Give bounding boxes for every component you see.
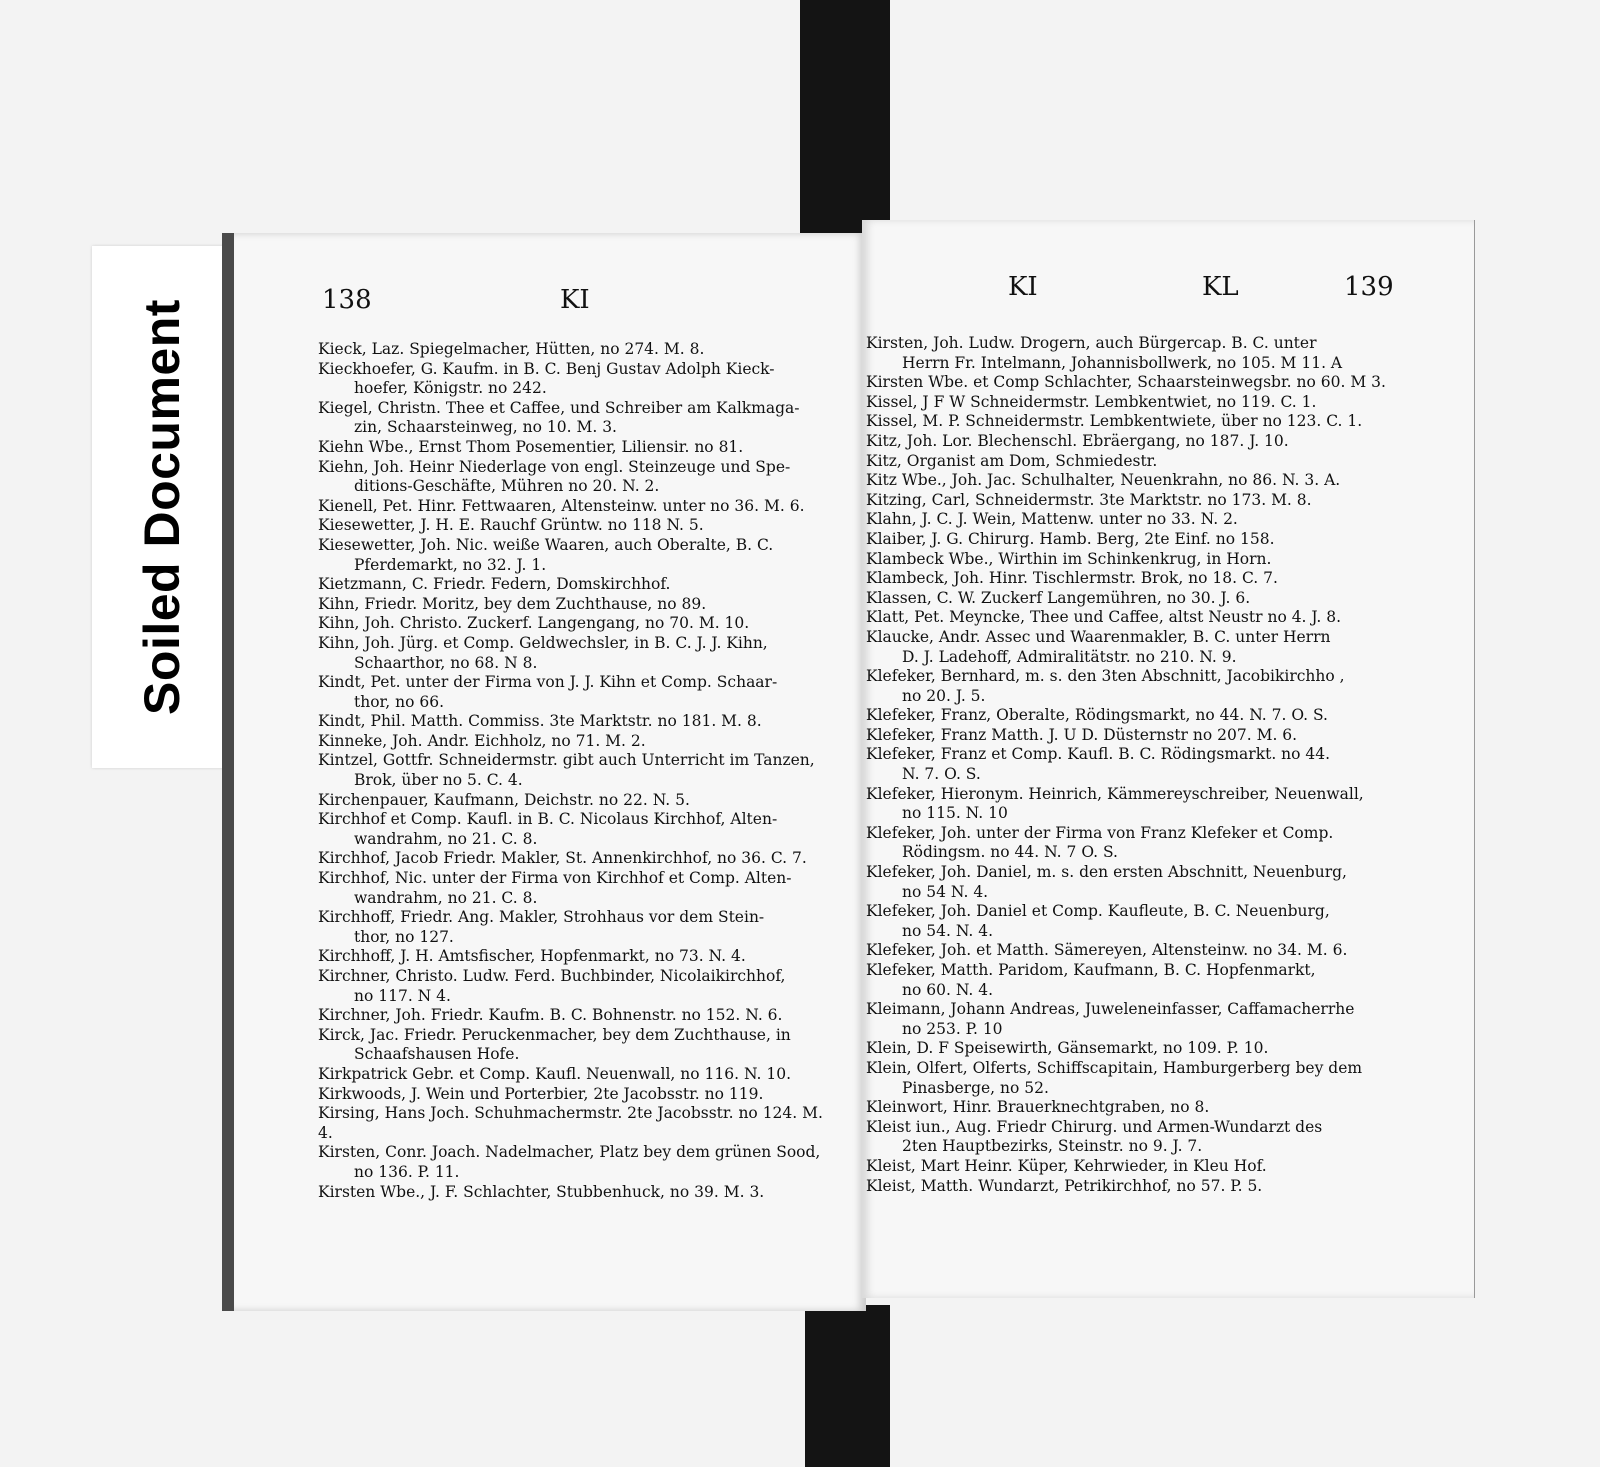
directory-entry xyxy=(866,667,1406,706)
right-page-number: 139 xyxy=(1344,272,1394,302)
entry-line: Kitz, Organist am Dom, Schmiedestr. xyxy=(866,451,1158,470)
directory-entry xyxy=(866,530,1406,550)
directory-entry xyxy=(318,340,838,360)
entry-continuation: zin, Schaarsteinweg, no 10. M. 3. xyxy=(354,418,617,437)
entry-line: Kissel, M. P. Schneidermstr. Lembkentwiete, über no 123. C. 1. xyxy=(866,412,1363,431)
entry-continuation: no 115. N. 10 xyxy=(902,804,1008,823)
entry-line: Kinneke, Joh. Andr. Eichholz, no 71. M. 2. xyxy=(318,731,646,750)
entry-line: Klefeker, Franz, Oberalte, Rödingsmarkt, no 44. N. 7. O. S. xyxy=(866,706,1328,725)
directory-entry xyxy=(318,399,838,438)
entry-line: Kirkpatrick Gebr. et Comp. Kaufl. Neuenwall, no 116. N. 10. xyxy=(318,1064,792,1083)
directory-entry xyxy=(866,1177,1406,1197)
directory-entry xyxy=(318,712,838,732)
entry-continuation: Schaafshausen Hofe. xyxy=(354,1045,520,1064)
directory-entry xyxy=(318,849,838,869)
left-entries-list xyxy=(318,340,838,1202)
entry-continuation: Pferdemarkt, no 32. J. 1. xyxy=(354,555,547,574)
directory-entry xyxy=(866,1059,1406,1098)
directory-entry xyxy=(866,432,1406,452)
directory-entry xyxy=(318,1026,838,1065)
directory-entry xyxy=(318,869,838,908)
directory-entry xyxy=(318,751,838,790)
directory-entry xyxy=(866,491,1406,511)
directory-entry xyxy=(318,458,838,497)
binding-spine-top xyxy=(800,0,890,240)
directory-entry xyxy=(318,810,838,849)
directory-entry xyxy=(318,595,838,615)
entry-line: Kihn, Joh. Jürg. et Comp. Geldwechsler, in B. C. J. J. Kihn, xyxy=(318,633,768,652)
entry-continuation: Rödingsm. no 44. N. 7 O. S. xyxy=(902,843,1118,862)
directory-entry xyxy=(318,575,838,595)
entry-continuation: 2ten Hauptbezirks, Steinstr. no 9. J. 7. xyxy=(902,1137,1203,1156)
entry-line: Kleist, Matth. Wundarzt, Petrikirchhof, no 57. P. 5. xyxy=(866,1176,1263,1195)
directory-entry xyxy=(866,334,1406,373)
directory-entry xyxy=(866,569,1406,589)
entry-line: Kiehn, Joh. Heinr Niederlage von engl. Steinzeuge und Spe- xyxy=(318,457,791,476)
directory-entry xyxy=(866,589,1406,609)
directory-entry xyxy=(866,393,1406,413)
entry-continuation: N. 7. O. S. xyxy=(902,765,981,784)
entry-continuation: no 54 N. 4. xyxy=(902,882,989,901)
directory-entry xyxy=(318,673,838,712)
entry-line: Klassen, C. W. Zuckerf Langemühren, no 30. J. 6. xyxy=(866,588,1251,607)
entry-continuation: thor, no 127. xyxy=(354,927,454,946)
entry-continuation: wandrahm, no 21. C. 8. xyxy=(354,888,538,907)
right-page-header-left: KI xyxy=(1008,272,1038,302)
entry-line: Kitzing, Carl, Schneidermstr. 3te Marktstr. no 173. M. 8. xyxy=(866,490,1312,509)
entry-line: Klahn, J. C. J. Wein, Mattenw. unter no 33. N. 2. xyxy=(866,510,1238,529)
entry-line: Kirchhof, Jacob Friedr. Makler, St. Annenkirchhof, no 36. C. 7. xyxy=(318,849,807,868)
entry-line: Kitz, Joh. Lor. Blechenschl. Ebräergang, no 187. J. 10. xyxy=(866,431,1289,450)
entry-line: Kirsten Wbe., J. F. Schlachter, Stubbenhuck, no 39. M. 3. xyxy=(318,1182,765,1201)
entry-line: Kirsten, Conr. Joach. Nadelmacher, Platz bey dem grünen Sood, xyxy=(318,1143,821,1162)
entry-line: Kirchenpauer, Kaufmann, Deichstr. no 22. N. 5. xyxy=(318,790,690,809)
entry-line: Kirchner, Joh. Friedr. Kaufm. B. C. Bohnenstr. no 152. N. 6. xyxy=(318,1006,783,1025)
entry-continuation: no 253. P. 10 xyxy=(902,1019,1003,1038)
entry-line: Klaucke, Andr. Assec und Waarenmakler, B. C. unter Herrn xyxy=(866,627,1331,646)
binding-spine-bottom xyxy=(805,1305,890,1467)
directory-entry xyxy=(318,516,838,536)
entry-line: Kirchner, Christo. Ludw. Ferd. Buchbinder, Nicolaikirchhof, xyxy=(318,967,786,985)
entry-line: Klefeker, Bernhard, m. s. den 3ten Abschnitt, Jacobikirchho , xyxy=(866,667,1345,686)
right-page xyxy=(862,220,1475,1298)
entry-continuation: no 136. P. 11. xyxy=(354,1162,460,1181)
entry-continuation: no 54. N. 4. xyxy=(902,921,994,940)
directory-entry xyxy=(318,614,838,634)
entry-line: Kietzmann, C. Friedr. Federn, Domskirchhof. xyxy=(318,575,671,594)
directory-entry xyxy=(866,452,1406,472)
directory-entry xyxy=(318,1085,838,1105)
entry-line: Kitz Wbe., Joh. Jac. Schulhalter, Neuenkrahn, no 86. N. 3. A. xyxy=(866,471,1341,490)
directory-entry xyxy=(866,628,1406,667)
entry-line: Klefeker, Joh. Daniel et Comp. Kaufleute, B. C. Neuenburg, xyxy=(866,902,1330,921)
entry-line: Kindt, Phil. Matth. Commiss. 3te Marktstr. no 181. M. 8. xyxy=(318,712,762,731)
entry-line: Klein, D. F Speisewirth, Gänsemarkt, no 109. P. 10. xyxy=(866,1039,1269,1058)
directory-entry xyxy=(318,1006,838,1026)
entry-line: Kiesewetter, J. H. E. Rauchf Grüntw. no 118 N. 5. xyxy=(318,516,704,535)
directory-entry xyxy=(866,726,1406,746)
entry-line: Klatt, Pet. Meyncke, Thee und Caffee, altst Neustr no 4. J. 8. xyxy=(866,608,1342,627)
directory-entry xyxy=(866,510,1406,530)
entry-line: Klefeker, Matth. Paridom, Kaufmann, B. C. Hopfenmarkt, xyxy=(866,961,1316,979)
directory-entry xyxy=(866,1157,1406,1177)
directory-entry xyxy=(318,634,838,673)
directory-entry xyxy=(318,1065,838,1085)
entry-line: Kissel, J F W Schneidermstr. Lembkentwiet, no 119. C. 1. xyxy=(866,392,1317,411)
entry-continuation: D. J. Ladehoff, Admiralitätstr. no 210. N. 9. xyxy=(902,647,1237,666)
entry-line: Klefeker, Joh. unter der Firma von Franz Klefeker et Comp. xyxy=(866,823,1334,842)
entry-line: Kieckhoefer, G. Kaufm. in B. C. Benj Gustav Adolph Kieck- xyxy=(318,359,775,378)
directory-entry xyxy=(866,824,1406,863)
entry-line: Kiehn Wbe., Ernst Thom Posementier, Liliensir. no 81. xyxy=(318,437,744,456)
entry-line: Klaiber, J. G. Chirurg. Hamb. Berg, 2te Einf. no 158. xyxy=(866,529,1275,548)
entry-line: Kiesewetter, Joh. Nic. weiße Waaren, auch Oberalte, B. C. xyxy=(318,535,774,554)
directory-entry xyxy=(318,536,838,575)
entry-continuation: no 60. N. 4. xyxy=(902,980,994,999)
directory-entry xyxy=(866,1000,1406,1039)
entry-line: Kirkwoods, J. Wein und Porterbier, 2te Jacobsstr. no 119. xyxy=(318,1084,764,1103)
directory-entry xyxy=(866,550,1406,570)
entry-line: Kirchhoff, J. H. Amtsfischer, Hopfenmarkt, no 73. N. 4. xyxy=(318,947,746,966)
directory-entry xyxy=(866,785,1406,824)
entry-line: Kleist, Mart Heinr. Küper, Kehrwieder, in Kleu Hof. xyxy=(866,1156,1267,1175)
directory-entry xyxy=(318,1183,838,1203)
directory-entry xyxy=(318,360,838,399)
directory-entry xyxy=(318,908,838,947)
entry-line: Klefeker, Franz Matth. J. U D. Düsternstr no 207. M. 6. xyxy=(866,725,1298,744)
directory-entry xyxy=(866,863,1406,902)
entry-continuation: Pinasberge, no 52. xyxy=(902,1078,1049,1097)
directory-entry xyxy=(318,791,838,811)
entry-continuation: Brok, über no 5. C. 4. xyxy=(354,771,523,790)
directory-entry xyxy=(866,373,1406,393)
tag-label: Soiled Document xyxy=(134,299,190,715)
directory-entry xyxy=(866,941,1406,961)
entry-line: Kirsing, Hans Joch. Schuhmachermstr. 2te Jacobsstr. no 124. M. 4. xyxy=(318,1104,823,1142)
entry-continuation: wandrahm, no 21. C. 8. xyxy=(354,829,538,848)
entry-continuation: Schaarthor, no 68. N 8. xyxy=(354,653,538,672)
directory-entry xyxy=(318,438,838,458)
directory-entry xyxy=(318,1143,838,1182)
entry-line: Kiegel, Christn. Thee et Caffee, und Schreiber am Kalkmaga- xyxy=(318,398,800,417)
entry-line: Kihn, Joh. Christo. Zuckerf. Langengang, no 70. M. 10. xyxy=(318,614,750,633)
right-entries-list xyxy=(866,334,1406,1196)
left-page-header: KI xyxy=(560,285,590,315)
entry-line: Klefeker, Franz et Comp. Kaufl. B. C. Rödingsmarkt. no 44. xyxy=(866,745,1331,764)
directory-entry xyxy=(866,745,1406,784)
entry-line: Kienell, Pet. Hinr. Fettwaaren, Altensteinw. unter no 36. M. 6. xyxy=(318,496,805,515)
directory-entry xyxy=(866,1098,1406,1118)
entry-line: Kirsten, Joh. Ludw. Drogern, auch Bürgercap. B. C. unter xyxy=(866,334,1317,352)
entry-line: Klefeker, Joh. Daniel, m. s. den ersten Abschnitt, Neuenburg, xyxy=(866,863,1347,882)
entry-line: Klein, Olfert, Olferts, Schiffscapitain, Hamburgerberg bey dem xyxy=(866,1058,1363,1077)
entry-line: Kleist iun., Aug. Friedr Chirurg. und Armen-Wundarzt des xyxy=(866,1117,1323,1136)
entry-continuation: no 20. J. 5. xyxy=(902,686,986,705)
entry-continuation: Herrn Fr. Intelmann, Johannisbollwerk, no 105. M 11. A xyxy=(902,353,1343,372)
directory-entry xyxy=(866,961,1406,1000)
entry-continuation: hoefer, Königstr. no 242. xyxy=(354,379,547,398)
entry-line: Kirchhof et Comp. Kaufl. in B. C. Nicolaus Kirchhof, Alten- xyxy=(318,810,778,829)
directory-entry xyxy=(318,497,838,517)
right-page-header-right: KL xyxy=(1202,272,1239,302)
entry-line: Kihn, Friedr. Moritz, bey dem Zuchthause, no 89. xyxy=(318,594,707,613)
left-page xyxy=(222,233,866,1311)
entry-line: Kleimann, Johann Andreas, Juweleneinfasser, Caffamacherrhe xyxy=(866,1000,1355,1019)
directory-entry xyxy=(318,967,838,1006)
entry-line: Kirck, Jac. Friedr. Peruckenmacher, bey dem Zuchthause, in xyxy=(318,1025,791,1044)
entry-continuation: no 117. N 4. xyxy=(354,986,451,1005)
entry-line: Kirsten Wbe. et Comp Schlachter, Schaarsteinwegsbr. no 60. M 3. xyxy=(866,373,1386,392)
directory-entry xyxy=(866,706,1406,726)
entry-line: Klambeck Wbe., Wirthin im Schinkenkrug, in Horn. xyxy=(866,549,1272,568)
entry-line: Kieck, Laz. Spiegelmacher, Hütten, no 274. M. 8. xyxy=(318,340,705,358)
soiled-document-tag xyxy=(92,246,232,768)
entry-line: Klambeck, Joh. Hinr. Tischlermstr. Brok, no 18. C. 7. xyxy=(866,569,1278,588)
entry-line: Kindt, Pet. unter der Firma von J. J. Kihn et Comp. Schaar- xyxy=(318,673,778,692)
directory-entry xyxy=(866,1118,1406,1157)
entry-line: Kintzel, Gottfr. Schneidermstr. gibt auch Unterricht im Tanzen, xyxy=(318,751,815,770)
directory-entry xyxy=(318,732,838,752)
left-page-number: 138 xyxy=(322,285,372,315)
directory-entry xyxy=(866,471,1406,491)
entry-line: Kirchhof, Nic. unter der Firma von Kirchhof et Comp. Alten- xyxy=(318,869,792,888)
entry-line: Kirchhoff, Friedr. Ang. Makler, Strohhaus vor dem Stein- xyxy=(318,908,765,927)
directory-entry xyxy=(318,1104,838,1143)
entry-line: Kleinwort, Hinr. Brauerknechtgraben, no 8. xyxy=(866,1098,1210,1117)
directory-entry xyxy=(866,902,1406,941)
entry-line: Klefeker, Joh. et Matth. Sämereyen, Altensteinw. no 34. M. 6. xyxy=(866,941,1348,960)
directory-entry xyxy=(866,412,1406,432)
entry-line: Klefeker, Hieronym. Heinrich, Kämmereyschreiber, Neuenwall, xyxy=(866,784,1364,803)
entry-continuation: ditions-Geschäfte, Mühren no 20. N. 2. xyxy=(354,477,660,496)
directory-entry xyxy=(866,1039,1406,1059)
directory-entry xyxy=(318,947,838,967)
entry-continuation: thor, no 66. xyxy=(354,692,444,711)
directory-entry xyxy=(866,608,1406,628)
